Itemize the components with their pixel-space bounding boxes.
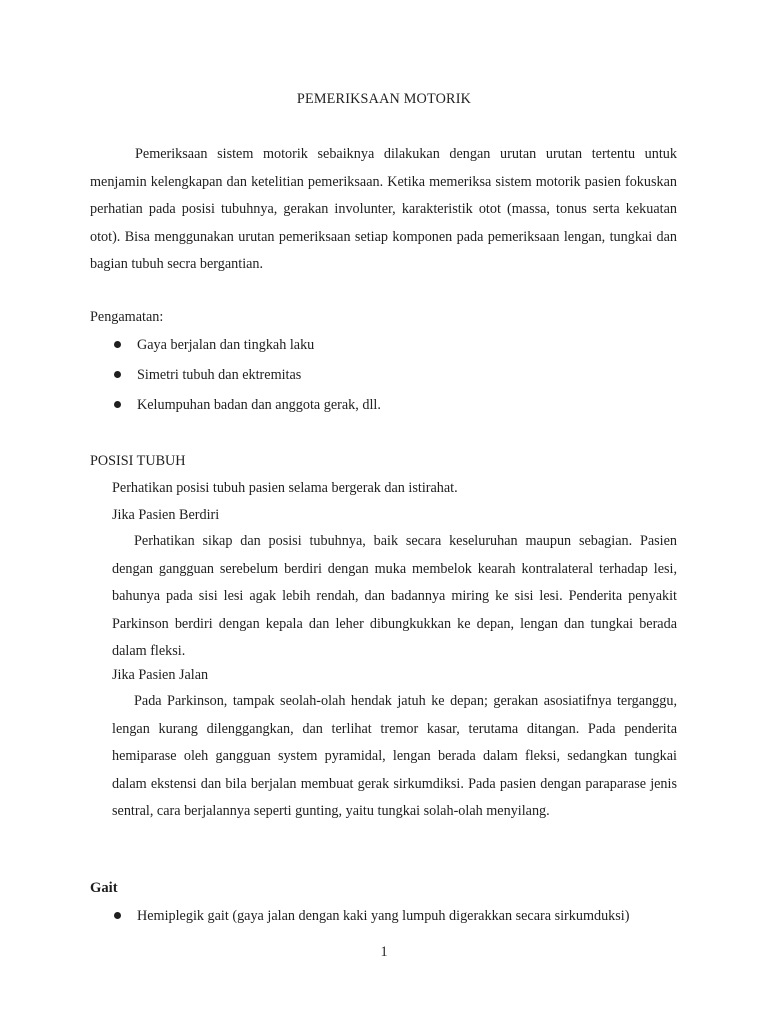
bullet-icon [114,371,121,378]
list-item-text: Gaya berjalan dan tingkah laku [137,337,315,353]
berdiri-paragraph: Perhatikan sikap dan posisi tubuhnya, baik secara keseluruhan maupun sebagian. Pasien dengan gangguan serebelum berdiri dengan muka membelok kearah kontralateral terhadap lesi, bahunya pada sisi lesi agak lebih rendah, dan badannya miring ke sisi lesi. Penderita penyakit Parkinson berdiri dengan kepala dan leher dibungkukkan ke depan, lengan dan tungkai berada dalam fleksi. [112,533,677,659]
jalan-paragraph: Pada Parkinson, tampak seolah-olah hendak jatuh ke depan; gerakan asosiatifnya terganggu, lengan kurang dilenggangkan, dan terlihat tremor kasar, terutama ditangan. Pada penderita hemiparase oleh gangguan system pyramidal, lengan berada dalam fleksi, sedangkan tungkai dalam ekstensi dan bila berjalan membuat gerak sirkumdiksi. Pada pasien dengan paraparase jenis sentral, cara berjalannya seperti gunting, yaitu tungkai solah-olah menyilang. [112,693,677,819]
list-item-text: Simetri tubuh dan ektremitas [137,367,302,383]
document-title: PEMERIKSAAN MOTORIK [296,91,472,107]
intro-paragraph: Pemeriksaan sistem motorik sebaiknya dilakukan dengan urutan urutan tertentu untuk menjamin kelengkapan dan ketelitian pemeriksaan. Ketika memeriksa sistem motorik pasien fokuskan perhatian pada posisi tubuhnya, gerakan involunter, karakteristik otot (massa, tonus serta kekuatan otot). Bisa menggunakan urutan pemeriksaan setiap komponen pada pemeriksaan lengan, tungkai dan bagian tubuh secra bergantian. [90,146,677,272]
list-item [112,395,381,425]
bullet-icon [114,912,121,919]
gait-list [112,906,629,936]
list-item [112,335,381,365]
list-item [112,365,381,395]
list-item-text: Hemiplegik gait (gaya jalan dengan kaki yang lumpuh digerakkan secara sirkumduksi) [137,908,630,924]
bullet-icon [114,401,121,408]
berdiri-subheading: Jika Pasien Berdiri [112,507,220,523]
list-item-text: Kelumpuhan badan dan anggota gerak, dll. [137,397,381,413]
list-item [112,906,629,936]
pengamatan-label: Pengamatan: [90,309,164,325]
posisi-tubuh-heading: POSISI TUBUH [90,453,186,469]
posisi-tubuh-intro: Perhatikan posisi tubuh pasien selama bergerak dan istirahat. [112,480,458,496]
page-number: 1 [380,944,388,960]
pengamatan-list [112,335,381,425]
bullet-icon [114,341,121,348]
gait-heading: Gait [90,880,118,896]
jalan-subheading: Jika Pasien Jalan [112,667,209,683]
